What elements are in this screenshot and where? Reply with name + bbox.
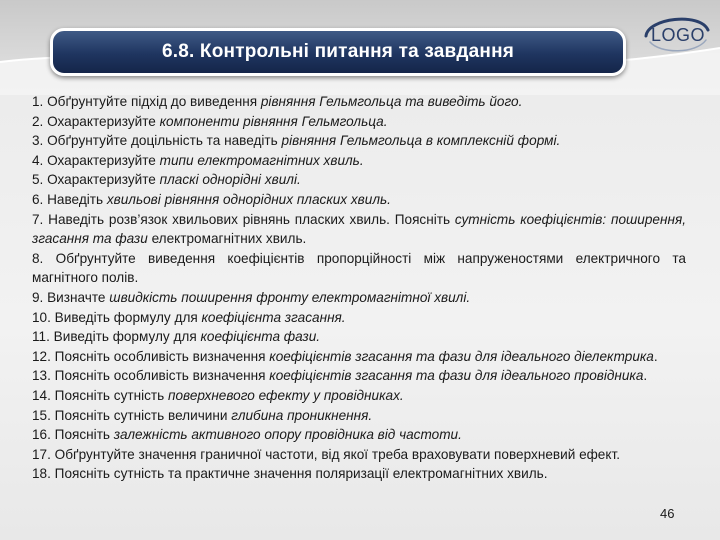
list-item [32, 170, 686, 190]
list-item [32, 386, 686, 406]
list-item [32, 92, 686, 112]
item-text: 4. Охарактеризуйте [32, 152, 160, 168]
list-item [32, 406, 686, 426]
item-text: 11. Виведіть формулу для [32, 329, 201, 345]
item-text: 13. Поясніть особливість визначення [32, 368, 270, 384]
title-bar [50, 28, 626, 76]
page-number: 46 [660, 506, 675, 521]
emphasis-text: коефіцієнтів згасання та фази для ідеального діелектрика [269, 348, 654, 364]
question-list [32, 92, 686, 484]
emphasis-text: рівняння Гельмгольца в комплексній формі. [281, 133, 561, 149]
item-text: 1. Обґрунтуйте підхід до виведення [32, 94, 261, 109]
item-text: 17. Обґрунтуйте значення граничної частоти, від якої треба враховувати поверхневий ефект. [32, 446, 620, 462]
emphasis-text: коефіцієнта згасання. [201, 309, 346, 325]
item-text: 2. Охарактеризуйте [32, 113, 160, 129]
emphasis-text: рівняння Гельмгольца та виведіть його. [260, 94, 523, 109]
item-text: 10. Виведіть формулу для [32, 309, 202, 325]
list-item [32, 347, 686, 367]
list-item [32, 131, 686, 151]
emphasis-text: компоненти рівняння Гельмгольца. [159, 113, 388, 129]
list-item [32, 425, 686, 445]
list-item [32, 210, 686, 249]
item-text: 12. Поясніть особливість визначення [32, 348, 270, 364]
list-item [32, 288, 686, 308]
item-text: 14. Поясніть сутність [32, 387, 169, 403]
emphasis-text: коефіцієнтів згасання та фази для ідеального провідника [269, 368, 644, 384]
emphasis-text: типи електромагнітних хвиль. [159, 152, 364, 168]
slide-title: 6.8. Контрольні питання та завдання [161, 41, 515, 62]
item-text: 8. Обґрунтуйте виведення коефіцієнтів пропорційності між напруженостями електричного та магнітного полів. [32, 250, 686, 286]
item-text: . [653, 348, 658, 364]
item-text: 7. Наведіть розв’язок хвильових рівнянь пласких хвиль. Поясніть [32, 211, 455, 227]
emphasis-text: коефіцієнта фази. [200, 329, 321, 345]
item-text: 9. Визначте [32, 289, 110, 305]
emphasis-text: пласкі однорідні хвилі. [159, 172, 301, 188]
item-text: електромагнітних хвиль. [147, 231, 307, 247]
emphasis-text: швидкість поширення фронту електромагнітної хвилі. [109, 289, 471, 305]
list-item [32, 112, 686, 132]
list-item [32, 366, 686, 386]
list-item [32, 308, 686, 328]
list-item [32, 445, 686, 465]
item-text: . [643, 368, 648, 384]
list-item [32, 190, 686, 210]
emphasis-text: сутність коефіцієнтів: поширення, згасання та фази [32, 211, 686, 247]
item-text: 3. Обґрунтуйте доцільність та наведіть [32, 133, 282, 149]
item-text: 5. Охарактеризуйте [32, 172, 160, 188]
list-item [32, 249, 686, 288]
item-text: 18. Поясніть сутність та практичне значення поляризації електромагнітних хвиль. [32, 466, 548, 482]
item-text: 6. Наведіть [32, 191, 107, 207]
logo-text: LOGO [650, 25, 705, 45]
list-item [32, 464, 686, 484]
emphasis-text: поверхневого ефекту у провідниках. [168, 387, 404, 403]
item-text: 15. Поясніть сутність величини [32, 407, 232, 423]
item-text: 16. Поясніть [32, 427, 114, 443]
emphasis-text: залежність активного опору провідника від частоти. [113, 427, 462, 443]
list-item [32, 151, 686, 171]
list-item [32, 327, 686, 347]
emphasis-text: глибина проникнення. [231, 407, 373, 423]
emphasis-text: хвильові рівняння однорідних пласких хвиль. [106, 191, 391, 207]
